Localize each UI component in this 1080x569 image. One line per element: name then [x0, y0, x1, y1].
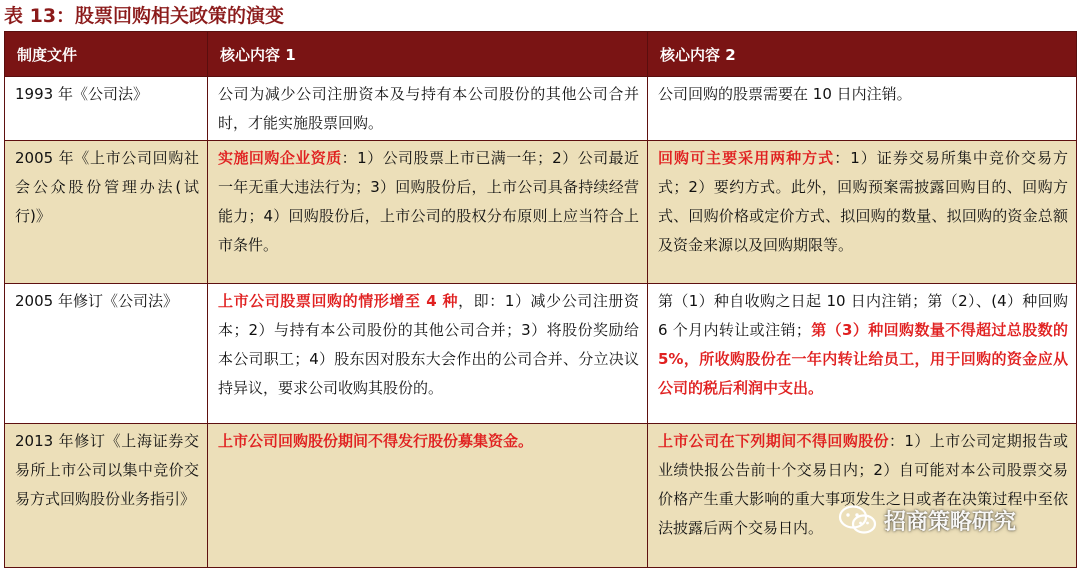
policy-table [4, 31, 1077, 568]
table-row [5, 77, 1077, 141]
cell-content-2 [648, 284, 1077, 424]
header-doc: 制度文件 [5, 32, 208, 77]
content-1-text: ，即：1）减少公司注册资本；2）与持有本公司股份的其他公司合并；3）将股份奖励给本公司职工；4）股东因对股东大会作出的公司合并、分立决议持异议，要求公司收购其股份的。 [218, 292, 639, 397]
content-1-text: 公司为减少公司注册资本及与持有本公司股份的其他公司合并时，才能实施股票回购。 [218, 85, 639, 132]
content-2-highlight: 上市公司在下列期间不得回购股份 [658, 432, 890, 450]
content-1-highlight: 上市公司回购股份期间不得发行股份募集资金。 [218, 432, 534, 450]
cell-content-1 [208, 284, 648, 424]
header-content-2: 核心内容 2 [648, 32, 1077, 77]
table-row [5, 284, 1077, 424]
cell-doc [5, 77, 208, 141]
content-1-highlight: 实施回购企业资质 [218, 149, 342, 167]
content-2-pre: 公司回购的股票需要在 10 日内注销。 [658, 85, 912, 103]
content-2-post: ：1）上市公司定期报告或业绩快报公告前十个交易日内；2）自可能对本公司股票交易价格产生重大影响的重大事项发生之日或者在决策过程中至依法披露后两个交易日内。 [658, 432, 1068, 537]
content-2-post: ：1）证券交易所集中竞价交易方式；2）要约方式。此外，回购预案需披露回购目的、回购方式、回购价格或定价方式、拟回购的数量、拟回购的资金总额及资金来源以及回购期限等。 [658, 149, 1068, 254]
header-content-1: 核心内容 1 [208, 32, 648, 77]
cell-content-1 [208, 424, 648, 568]
doc-name: 2013 年修订《上海证券交易所上市公司以集中竞价交易方式回购股份业务指引》 [15, 432, 199, 508]
content-2-pre: 第（1）种自收购之日起 10 日内注销；第（2）、(4）种回购 6 个月内转让或注销； [658, 292, 1068, 339]
cell-doc [5, 284, 208, 424]
doc-name: 1993 年《公司法》 [15, 85, 148, 103]
content-2-highlight: 回购可主要采用两种方式 [658, 149, 835, 167]
cell-doc [5, 141, 208, 284]
content-1-highlight: 上市公司股票回购的情形增至 4 种 [218, 292, 459, 310]
doc-name: 2005 年《上市公司回购社会公众股份管理办法(试行)》 [15, 149, 199, 225]
cell-content-1 [208, 77, 648, 141]
content-2-highlight: 第（3）种回购数量不得超过总股数的 5%，所收购股份在一年内转让给员工，用于回购的资金应从公司的税后利润中支出。 [658, 321, 1068, 397]
cell-content-2 [648, 77, 1077, 141]
table-row [5, 141, 1077, 284]
table-header-row [5, 32, 1077, 77]
cell-content-1 [208, 141, 648, 284]
watermark-text: 招商策略研究 [884, 509, 1017, 535]
cell-content-2 [648, 141, 1077, 284]
doc-name: 2005 年修订《公司法》 [15, 292, 178, 310]
table-title: 表 13：股票回购相关政策的演变 [4, 5, 285, 27]
cell-content-2 [648, 424, 1077, 568]
table-row [5, 424, 1077, 568]
content-1-text: ：1）公司股票上市已满一年；2）公司最近一年无重大违法行为；3）回购股份后，上市公司具备持续经营能力；4）回购股份后，上市公司的股权分布原则上应当符合上市条件。 [218, 149, 639, 254]
cell-doc [5, 424, 208, 568]
